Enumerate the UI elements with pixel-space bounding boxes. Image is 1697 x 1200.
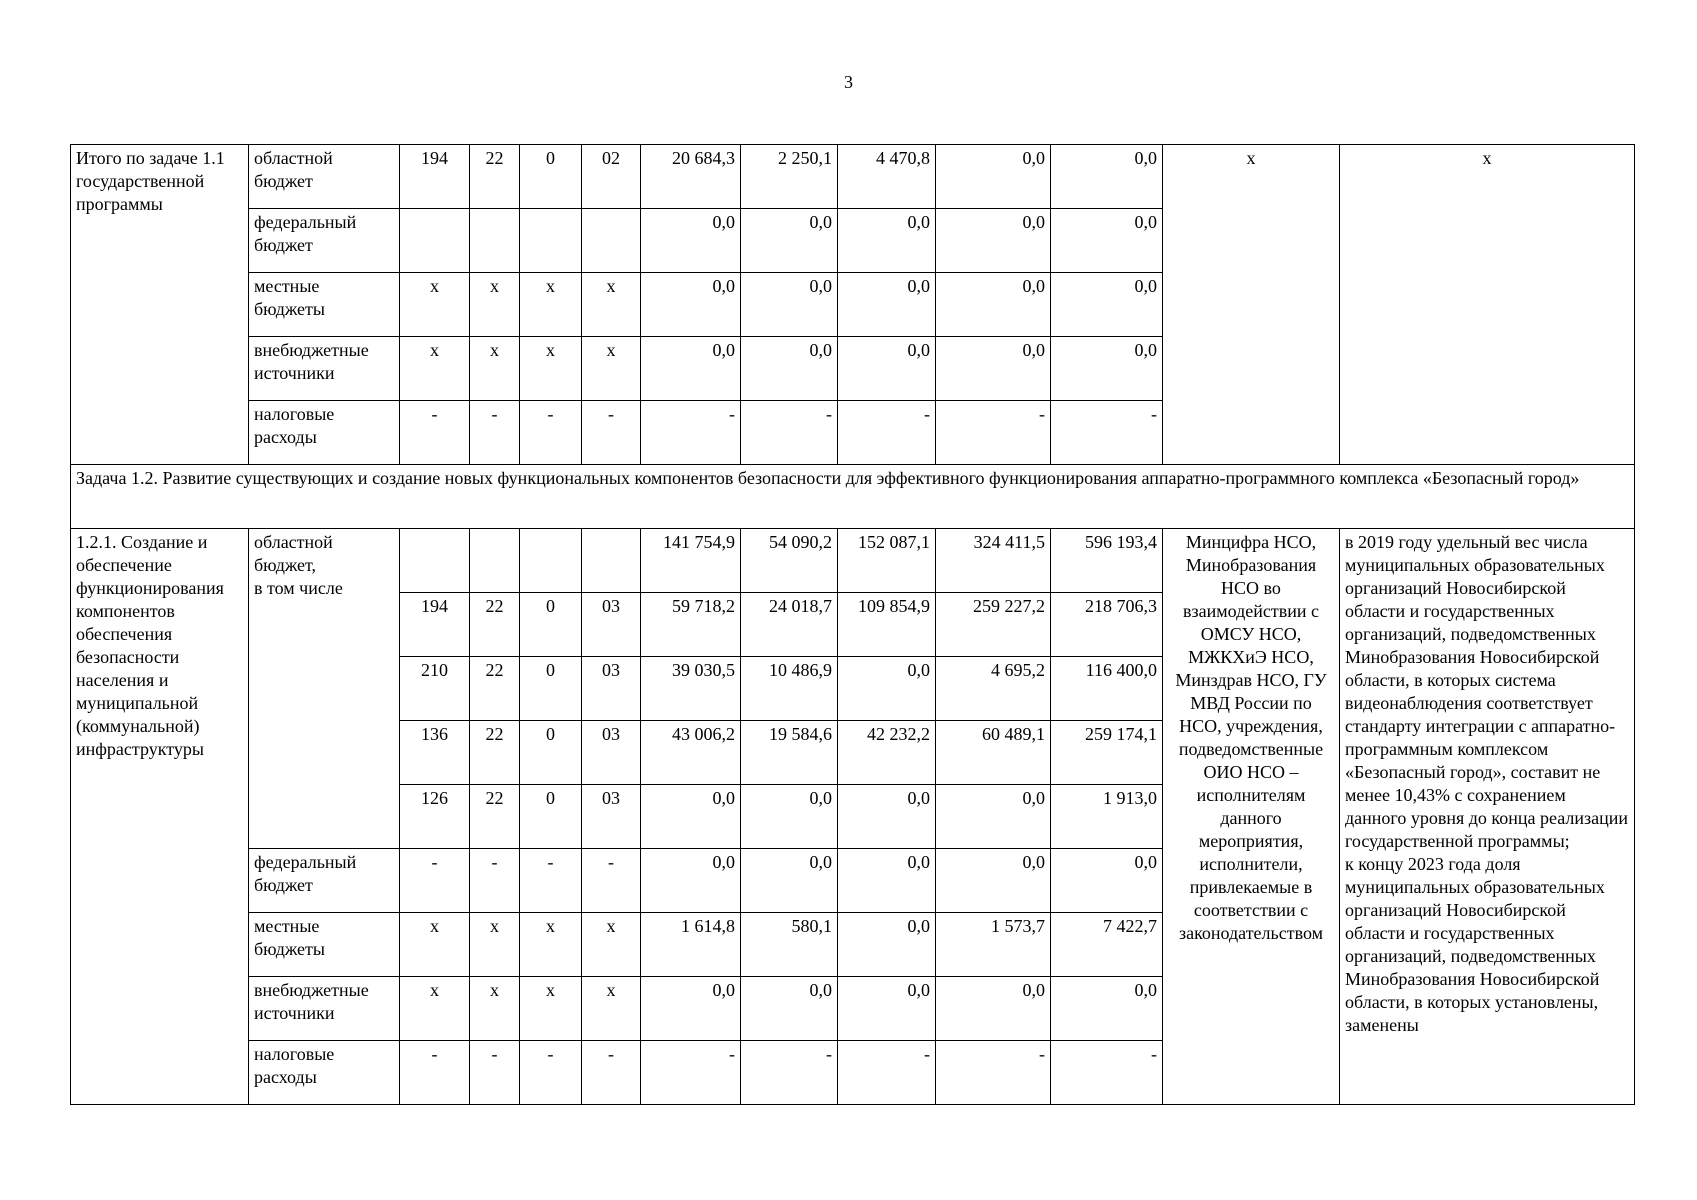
code-cell: 22	[470, 721, 520, 785]
code-cell: х	[400, 977, 470, 1041]
row-group-label: Итого по задаче 1.1 государственной программы	[71, 145, 249, 465]
value-cell: -	[1051, 1041, 1163, 1105]
code-cell: 194	[400, 145, 470, 209]
code-cell: -	[470, 1041, 520, 1105]
code-cell: х	[470, 273, 520, 337]
value-cell: 4 470,8	[838, 145, 936, 209]
value-cell: 0,0	[1051, 849, 1163, 913]
funding-source-cell: налоговые расходы	[249, 1041, 400, 1105]
code-cell: -	[400, 849, 470, 913]
value-cell: 109 854,9	[838, 593, 936, 657]
code-cell: х	[520, 337, 582, 401]
funding-source-cell: местные бюджеты	[249, 273, 400, 337]
code-cell: -	[582, 849, 641, 913]
value-cell: 0,0	[641, 785, 741, 849]
value-cell: 0,0	[741, 977, 838, 1041]
code-cell: х	[400, 337, 470, 401]
value-cell: 0,0	[936, 273, 1051, 337]
code-cell: 0	[520, 657, 582, 721]
value-cell: 42 232,2	[838, 721, 936, 785]
value-cell: 141 754,9	[641, 529, 741, 593]
value-cell: 152 087,1	[838, 529, 936, 593]
value-cell: 43 006,2	[641, 721, 741, 785]
value-cell: 0,0	[838, 209, 936, 273]
value-cell: 0,0	[936, 337, 1051, 401]
code-cell: -	[582, 401, 641, 465]
value-cell: 54 090,2	[741, 529, 838, 593]
value-cell: 2 250,1	[741, 145, 838, 209]
code-cell: 22	[470, 593, 520, 657]
code-cell: х	[520, 977, 582, 1041]
code-cell: -	[520, 401, 582, 465]
value-cell: 4 695,2	[936, 657, 1051, 721]
value-cell: 0,0	[936, 145, 1051, 209]
funding-source-cell: местные бюджеты	[249, 913, 400, 977]
value-cell: 580,1	[741, 913, 838, 977]
code-cell: 0	[520, 145, 582, 209]
value-cell: -	[1051, 401, 1163, 465]
page-number: 3	[844, 72, 853, 92]
value-cell: 0,0	[838, 977, 936, 1041]
value-cell: 0,0	[838, 913, 936, 977]
code-cell	[470, 529, 520, 593]
code-cell: 22	[470, 657, 520, 721]
value-cell: 0,0	[741, 785, 838, 849]
funding-source-cell: федеральный бюджет	[249, 209, 400, 273]
value-cell: 1 573,7	[936, 913, 1051, 977]
value-cell: 39 030,5	[641, 657, 741, 721]
value-cell: 24 018,7	[741, 593, 838, 657]
table-row	[71, 529, 1635, 593]
code-cell: 03	[582, 721, 641, 785]
value-cell: 259 227,2	[936, 593, 1051, 657]
value-cell: 59 718,2	[641, 593, 741, 657]
code-cell: х	[520, 913, 582, 977]
value-cell: 116 400,0	[1051, 657, 1163, 721]
value-cell: 596 193,4	[1051, 529, 1163, 593]
code-cell: -	[400, 1041, 470, 1105]
value-cell: 0,0	[641, 209, 741, 273]
value-cell: 60 489,1	[936, 721, 1051, 785]
code-cell	[470, 209, 520, 273]
code-cell: х	[582, 337, 641, 401]
value-cell: 0,0	[1051, 977, 1163, 1041]
code-cell: -	[470, 849, 520, 913]
value-cell: 0,0	[1051, 145, 1163, 209]
value-cell: 0,0	[936, 785, 1051, 849]
value-cell: -	[838, 1041, 936, 1105]
value-cell: 218 706,3	[1051, 593, 1163, 657]
value-cell: 7 422,7	[1051, 913, 1163, 977]
code-cell	[400, 529, 470, 593]
executors-cell: Минцифра НСО, Минобразования НСО во взаимодействии с ОМСУ НСО, МЖКХиЭ НСО, Минздрав НСО, ГУ МВД России по НСО, учреждения, подведомственные ОИО НСО – исполнителям данного мероприятия, исполнители, привлекаемые в соответствии с законодательством	[1163, 529, 1340, 1105]
value-cell: 0,0	[936, 977, 1051, 1041]
value-cell: 19 584,6	[741, 721, 838, 785]
value-cell: 324 411,5	[936, 529, 1051, 593]
value-cell: 0,0	[641, 337, 741, 401]
value-cell: -	[936, 1041, 1051, 1105]
code-cell: -	[400, 401, 470, 465]
value-cell: -	[741, 1041, 838, 1105]
task-header-row	[71, 465, 1635, 529]
code-cell: 136	[400, 721, 470, 785]
funding-source-cell: налоговые расходы	[249, 401, 400, 465]
value-cell: 1 913,0	[1051, 785, 1163, 849]
code-cell: 03	[582, 657, 641, 721]
value-cell: 20 684,3	[641, 145, 741, 209]
value-cell: -	[936, 401, 1051, 465]
table-body	[71, 145, 1635, 1105]
code-cell	[400, 209, 470, 273]
code-cell: -	[520, 1041, 582, 1105]
code-cell	[520, 529, 582, 593]
value-cell: 0,0	[641, 977, 741, 1041]
value-cell: 0,0	[1051, 273, 1163, 337]
value-cell: -	[838, 401, 936, 465]
funding-source-cell: областной бюджет, в том числе	[249, 529, 400, 849]
value-cell: 0,0	[741, 209, 838, 273]
funding-source-cell: внебюджетные источники	[249, 337, 400, 401]
code-cell: 02	[582, 145, 641, 209]
code-cell: х	[582, 273, 641, 337]
code-cell: 0	[520, 785, 582, 849]
code-cell: 22	[470, 145, 520, 209]
code-cell: 210	[400, 657, 470, 721]
code-cell: -	[470, 401, 520, 465]
code-cell: х	[582, 913, 641, 977]
code-cell: х	[520, 273, 582, 337]
value-cell: 0,0	[838, 785, 936, 849]
value-cell: 0,0	[741, 849, 838, 913]
code-cell: х	[470, 913, 520, 977]
code-cell: х	[582, 977, 641, 1041]
code-cell: 194	[400, 593, 470, 657]
executors-cell: х	[1163, 145, 1340, 465]
value-cell: -	[741, 401, 838, 465]
code-cell: 0	[520, 721, 582, 785]
task-header: Задача 1.2. Развитие существующих и создание новых функциональных компонентов безопасности для эффективного функционирования аппаратно-программного комплекса «Безопасный город»	[71, 465, 1635, 529]
value-cell: 10 486,9	[741, 657, 838, 721]
result-cell: в 2019 году удельный вес числа муниципальных образовательных организаций Новосибирской области и государственных организаций, подведомственных Минобразования Новосибирской области, в которых система видеонаблюдения соответствует стандарту интеграции с аппаратно-программным комплексом «Безопасный город», составит не менее 10,43% с сохранением данного уровня до конца реализации государственной программы; к концу 2023 года доля муниципальных образовательных организаций Новосибирской области и государственных организаций, подведомственных Минобразования Новосибирской области, в которых установлены, заменены	[1340, 529, 1635, 1105]
value-cell: 0,0	[838, 273, 936, 337]
code-cell	[520, 209, 582, 273]
code-cell: х	[470, 977, 520, 1041]
funding-source-cell: внебюджетные источники	[249, 977, 400, 1041]
code-cell: 03	[582, 593, 641, 657]
code-cell: 0	[520, 593, 582, 657]
value-cell: 0,0	[936, 849, 1051, 913]
code-cell	[582, 209, 641, 273]
value-cell: 0,0	[641, 273, 741, 337]
value-cell: 0,0	[741, 337, 838, 401]
funding-source-cell: федеральный бюджет	[249, 849, 400, 913]
measure-label: 1.2.1. Создание и обеспечение функционирования компонентов обеспечения безопасности населения и муниципальной (коммунальной) инфраструктуры	[71, 529, 249, 1105]
code-cell: 03	[582, 785, 641, 849]
code-cell: 22	[470, 785, 520, 849]
code-cell: -	[582, 1041, 641, 1105]
value-cell: 1 614,8	[641, 913, 741, 977]
value-cell: 0,0	[838, 657, 936, 721]
code-cell: -	[520, 849, 582, 913]
value-cell: 0,0	[741, 273, 838, 337]
code-cell: 126	[400, 785, 470, 849]
funding-source-cell: областной бюджет	[249, 145, 400, 209]
value-cell: 0,0	[1051, 209, 1163, 273]
value-cell: 0,0	[641, 849, 741, 913]
code-cell	[582, 529, 641, 593]
value-cell: 0,0	[838, 849, 936, 913]
value-cell: 0,0	[838, 337, 936, 401]
value-cell: 259 174,1	[1051, 721, 1163, 785]
code-cell: х	[400, 273, 470, 337]
value-cell: -	[641, 1041, 741, 1105]
value-cell: 0,0	[1051, 337, 1163, 401]
code-cell: х	[470, 337, 520, 401]
result-cell: х	[1340, 145, 1635, 465]
value-cell: -	[641, 401, 741, 465]
table-row	[71, 145, 1635, 209]
budget-table	[70, 144, 1635, 1105]
value-cell: 0,0	[936, 209, 1051, 273]
code-cell: х	[400, 913, 470, 977]
